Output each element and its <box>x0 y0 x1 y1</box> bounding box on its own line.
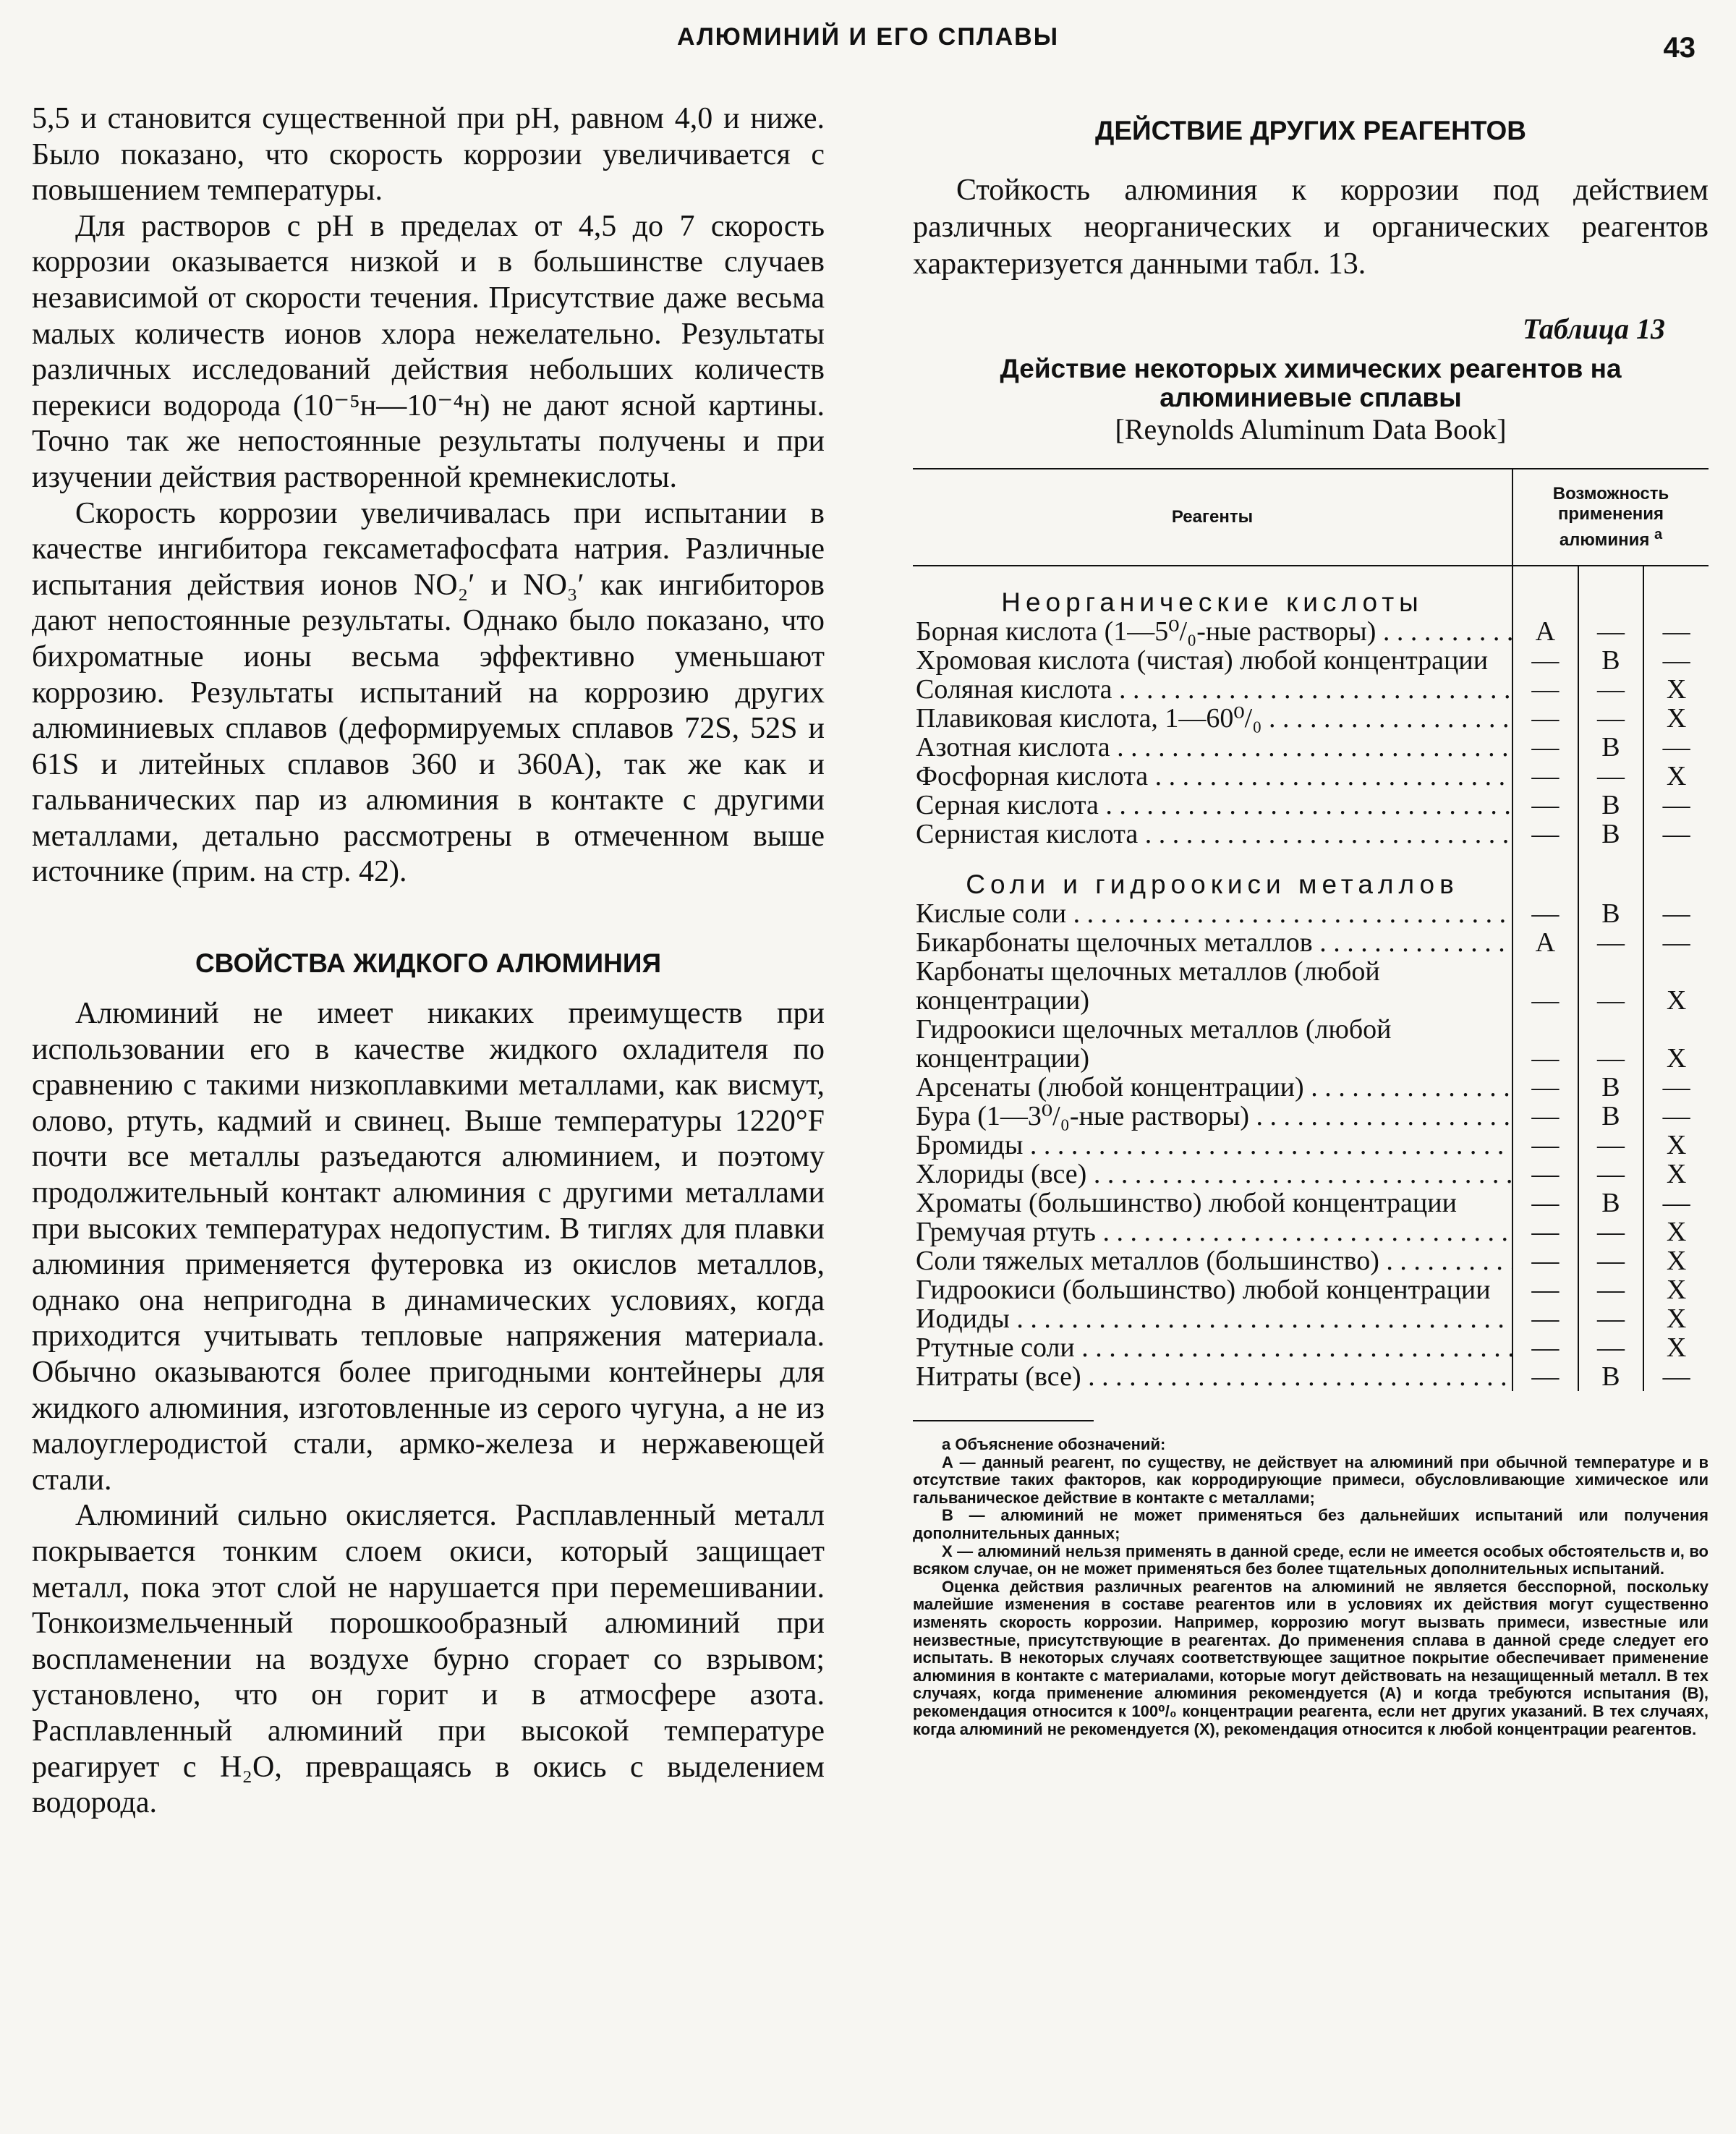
cell-a: A <box>1512 617 1578 646</box>
table-source: [Reynolds Aluminum Data Book] <box>1115 413 1507 446</box>
reagent-name: Ртутные соли <box>916 1333 1075 1362</box>
cell-a: — <box>1512 1131 1578 1160</box>
cell-b: — <box>1578 1304 1644 1333</box>
cell-b: — <box>1578 1275 1644 1304</box>
reagent-name: Гремучая ртуть <box>916 1217 1096 1246</box>
cell-a: — <box>1512 1189 1578 1217</box>
cell-a: — <box>1512 1102 1578 1131</box>
col-header-reagents: Реагенты <box>1171 507 1254 527</box>
table-row <box>913 1304 1709 1333</box>
cell-x: — <box>1643 1102 1709 1131</box>
footnote-marker: а <box>1654 527 1663 543</box>
cell-x: X <box>1643 1217 1709 1246</box>
table-row <box>913 1073 1709 1102</box>
cell-a: — <box>1512 791 1578 820</box>
cell-a: — <box>1512 675 1578 704</box>
paragraph-5: Алюминий сильно окисляется. Расплавленный металл покрывается тонким слоем окиси, который защищает металл, пока этот слой не нарушается при перемешивании. Тонкоизмельченный порошкообразный алюминий при воспламенении на воздухе бурно сгорает со взрывом; установлено, что он горит и в атмосфере азота. Расплавленный алюминий при высокой температуре реагирует с H₂O, превращаясь в окись с выделением водорода. <box>32 1499 825 1820</box>
table-section-row <box>913 849 1709 899</box>
cell-b: — <box>1578 957 1644 1015</box>
right-column <box>913 101 1709 1738</box>
cell-b: — <box>1578 928 1644 957</box>
footnote-b: B — алюминий не может применяться без дальнейших испытаний или получения дополнительных данных; <box>913 1506 1709 1542</box>
reagent-name: Бикарбонаты щелочных металлов <box>916 928 1313 957</box>
reagent-name: Иодиды <box>916 1304 1010 1333</box>
footnote-rule <box>913 1420 1094 1421</box>
col-header-possibility: Возможность применения алюминия $^а$ <box>1512 469 1709 566</box>
cell-a: — <box>1512 733 1578 762</box>
cell-a: — <box>1512 1333 1578 1362</box>
reagent-name: Фосфорная кислота <box>916 762 1149 791</box>
cell-b: B <box>1578 820 1644 849</box>
section-heading-liquid-aluminum: СВОЙСТВА ЖИДКОГО АЛЮМИНИЯ <box>195 948 662 979</box>
cell-x: X <box>1643 704 1709 733</box>
reagent-name: Нитраты (все) <box>916 1362 1081 1391</box>
cell-x: — <box>1643 1189 1709 1217</box>
cell-a: — <box>1512 1160 1578 1189</box>
table-label: Таблица 13 <box>1523 313 1665 345</box>
table-row <box>913 1015 1709 1073</box>
cell-a: — <box>1512 1362 1578 1391</box>
cell-a: — <box>1512 762 1578 791</box>
table-section-row <box>913 566 1709 617</box>
cell-b: — <box>1578 704 1644 733</box>
paragraph-2: Для растворов с рН в пределах от 4,5 до 7 скорость коррозии оказывается низкой и в большинстве случаев независимой от скорости течения. Присутствие даже весьма малых количеств ионов хлора нежелательно. Результаты различных исследований действия небольших количеств перекиси водорода (10⁻⁵н—10⁻⁴н) не дают ясной картины. Точно так же непостоянные результаты получены и при изучении действия растворенной кремнекислоты. <box>32 209 825 494</box>
cell-b: — <box>1578 675 1644 704</box>
cell-x: — <box>1643 1362 1709 1391</box>
footnote-a: A — данный реагент, по существу, не действует на алюминий при обычной температуре и в отсутствие таких факторов, как корродирующие примеси, обусловливающие химическое или гальваническое действие в контакте с металлами; <box>913 1453 1709 1507</box>
left-column <box>32 101 825 1821</box>
paragraph-4: Алюминий не имеет никаких преимуществ при использовании его в качестве жидкого охладителя по сравнению с такими низкоплавкими металлами, как висмут, олово, ртуть, кадмий и свинец. Выше температуры 1220°F почти все металлы разъедаются алюминием, и поэтому продолжительный контакт алюминия с другими металлами при высоких температурах недопустим. В тиглях для плавки алюминия применяется футеровка из окислов металлов, однако она непригодна в динамических условиях, когда приходится учитывать тепловые напряжения материала. Обычно оказываются более пригодными контейнеры для жидкого алюминия, изготовленные из серого чугуна, а не из малоуглеродистой стали, армко-железа и нержавеющей стали. <box>32 997 825 1497</box>
reagent-name: Плавиковая кислота, 1—60⁰/₀ <box>916 704 1262 733</box>
cell-x: X <box>1643 762 1709 791</box>
reagent-name: Сернистая кислота <box>916 820 1139 849</box>
cell-x: X <box>1643 1160 1709 1189</box>
table-footnote <box>913 1436 1709 1738</box>
cell-a: — <box>1512 1246 1578 1275</box>
cell-a: — <box>1512 1304 1578 1333</box>
footnote-x: X — алюминий нельзя применять в данной среде, если не имеется особых обстоятельств и, во всяком случае, он не может применяться без более тщательных дополнительных испытаний. <box>913 1542 1709 1578</box>
reagent-name: Хлориды (все) <box>916 1160 1087 1189</box>
cell-x: — <box>1643 899 1709 928</box>
footnote-assessment: Оценка действия различных реагентов на алюминий не является бесспорной, поскольку малейшие изменения в составе реагентов или в условиях их действия могут существенно изменять скорость коррозии. Например, коррозию могут вызвать примеси, известные или неизвестные, присутствующие в реагентах. До применения сплава в данной среде следует его испытать. В некоторых случаях соответствующее защитное покрытие обеспечивает применение алюминия в контакте с материалами, которые могут действовать на незащищенный металл. В тех случаях, когда применение алюминия рекомендуется (A) и когда требуются испытания (B), рекомендация относится к 100⁰/₀ концентрации реагента, если нет других указаний. В тех случаях, когда алюминий не рекомендуется (X), рекомендация относится к любой концентрации реагентов. <box>913 1577 1709 1738</box>
reagent-name: Гидроокиси щелочных металлов (любой концентрации) <box>916 1014 1392 1074</box>
reagents-table <box>913 468 1709 1391</box>
table-row <box>913 762 1709 791</box>
cell-b: — <box>1578 617 1644 646</box>
table-row <box>913 1102 1709 1131</box>
table-row <box>913 704 1709 733</box>
cell-a: — <box>1512 957 1578 1015</box>
cell-x: — <box>1643 733 1709 762</box>
table-row <box>913 733 1709 762</box>
reagent-name: Хроматы (большинство) любой концентрации <box>916 1188 1457 1218</box>
table-row <box>913 1246 1709 1275</box>
intro-paragraph: Стойкость алюминия к коррозии под действием различных неорганических и органических реагентов характеризуется данными табл. 13. <box>913 174 1709 281</box>
cell-a: — <box>1512 1275 1578 1304</box>
cell-x: X <box>1643 1015 1709 1073</box>
cell-x: X <box>1643 957 1709 1015</box>
table-row <box>913 1217 1709 1246</box>
table-row <box>913 675 1709 704</box>
cell-a: — <box>1512 899 1578 928</box>
table-row <box>913 928 1709 957</box>
cell-x: X <box>1643 1246 1709 1275</box>
reagent-name: Серная кислота <box>916 791 1099 820</box>
reagent-name: Гидроокиси (большинство) любой концентрации <box>916 1275 1491 1305</box>
cell-a: — <box>1512 1073 1578 1102</box>
table-row <box>913 1131 1709 1160</box>
cell-b: — <box>1578 1160 1644 1189</box>
cell-b: B <box>1578 646 1644 675</box>
cell-x: X <box>1643 675 1709 704</box>
table-row <box>913 617 1709 646</box>
cell-b: B <box>1578 733 1644 762</box>
cell-a: — <box>1512 1015 1578 1073</box>
page-number: 43 <box>1663 32 1695 64</box>
section-salts-hydroxides: Соли и гидроокиси металлов <box>966 870 1459 899</box>
cell-a: — <box>1512 820 1578 849</box>
table-row <box>913 1333 1709 1362</box>
cell-b: — <box>1578 1246 1644 1275</box>
cell-b: B <box>1578 899 1644 928</box>
table-row <box>913 791 1709 820</box>
cell-b: — <box>1578 1015 1644 1073</box>
table-title: Действие некоторых химических реагентов на алюминиевые сплавы <box>1000 354 1622 412</box>
running-title: АЛЮМИНИЙ И ЕГО СПЛАВЫ <box>676 23 1060 51</box>
paragraph-3: Скорость коррозии увеличивалась при испытании в качестве ингибитора гексаметафосфата натрия. Различные испытания действия ионов NO₂′ и NO₃′ как ингибиторов дают непостоянные результаты. Однако было показано, что бихроматные ионы весьма эффективно уменьшают коррозию. Результаты испытаний на коррозию других алюминиевых сплавов (деформируемых сплавов 72S, 52S и 61S и литейных сплавов 360 и 360A), так же как и гальванических пар из алюминия в контакте с другими металлами, детально рассмотрены в отмеченном выше источнике (прим. на стр. 42). <box>32 496 825 889</box>
cell-b: B <box>1578 1073 1644 1102</box>
cell-b: — <box>1578 1217 1644 1246</box>
cell-x: — <box>1643 791 1709 820</box>
table-row <box>913 820 1709 849</box>
reagent-name: Хромовая кислота (чистая) любой концентрации <box>916 645 1489 676</box>
cell-x: — <box>1643 928 1709 957</box>
section-heading-other-reagents: ДЕЙСТВИЕ ДРУГИХ РЕАГЕНТОВ <box>1094 116 1527 145</box>
table-row <box>913 1275 1709 1304</box>
footnote-title: а Объяснение обозначений: <box>942 1435 1166 1453</box>
table-row <box>913 1189 1709 1217</box>
cell-b: B <box>1578 1362 1644 1391</box>
reagent-name: Соляная кислота <box>916 675 1112 704</box>
reagent-name: Бура (1—3⁰/₀-ные растворы) <box>916 1102 1250 1131</box>
cell-x: — <box>1643 617 1709 646</box>
cell-x: X <box>1643 1275 1709 1304</box>
cell-b: — <box>1578 1131 1644 1160</box>
reagent-name: Азотная кислота <box>916 733 1110 762</box>
cell-x: X <box>1643 1131 1709 1160</box>
reagent-name: Арсенаты (любой концентрации) <box>916 1073 1304 1102</box>
reagent-name: Кислые соли <box>916 899 1067 928</box>
reagent-name: Бромиды <box>916 1131 1024 1160</box>
table-row <box>913 1160 1709 1189</box>
table-row <box>913 899 1709 928</box>
cell-b: — <box>1578 762 1644 791</box>
cell-x: X <box>1643 1333 1709 1362</box>
cell-x: X <box>1643 1304 1709 1333</box>
cell-b: B <box>1578 1102 1644 1131</box>
table-body <box>913 566 1709 1391</box>
cell-b: B <box>1578 791 1644 820</box>
cell-a: A <box>1512 928 1578 957</box>
section-inorganic-acids: Неорганические кислоты <box>1001 587 1424 617</box>
cell-a: — <box>1512 646 1578 675</box>
table-row <box>913 957 1709 1015</box>
reagent-name: Борная кислота (1—5⁰/₀-ные растворы) <box>916 617 1377 646</box>
paragraph-1: 5,5 и становится существенной при рН, равном 4,0 и ниже. Было показано, что скорость коррозии увеличивается с повышением температуры. <box>32 102 825 208</box>
cell-a: — <box>1512 1217 1578 1246</box>
reagent-name: Соли тяжелых металлов (большинство) <box>916 1246 1379 1275</box>
cell-x: — <box>1643 646 1709 675</box>
table-row <box>913 646 1709 675</box>
cell-x: — <box>1643 1073 1709 1102</box>
cell-x: — <box>1643 820 1709 849</box>
table-row <box>913 1362 1709 1391</box>
cell-a: — <box>1512 704 1578 733</box>
cell-b: B <box>1578 1189 1644 1217</box>
reagent-name: Карбонаты щелочных металлов (любой концентрации) <box>916 956 1380 1016</box>
cell-b: — <box>1578 1333 1644 1362</box>
